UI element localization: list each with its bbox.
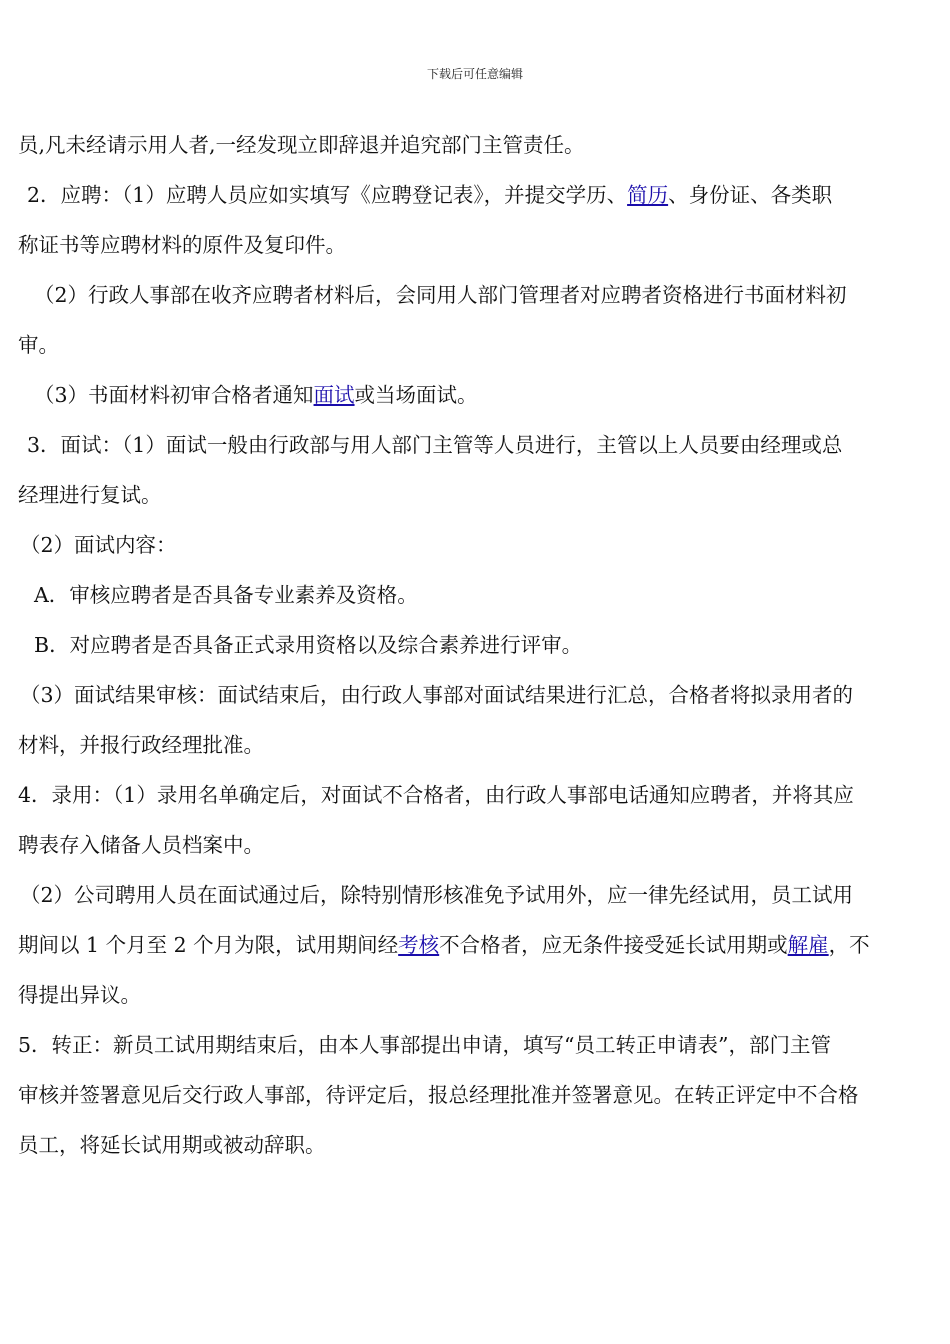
assessment-link[interactable]: 考核: [398, 933, 440, 957]
text-segment: 2．应聘：（1）应聘人员应如实填写《应聘登记表》，并提交学历、: [27, 183, 628, 207]
paragraph-line: 审核并签署意见后交行政人事部，待评定后，报总经理批准并签署意见。在转正评定中不合格: [18, 1083, 859, 1107]
paragraph-line: （2）面试内容：: [20, 533, 177, 557]
paragraph-line: （2）行政人事部在收齐应聘者材料后，会同用人部门管理者对应聘者资格进行书面材料初: [34, 283, 847, 307]
paragraph-line: 员,凡未经请示用人者,一经发现立即辞退并追究部门主管责任。: [18, 133, 585, 157]
paragraph-line: （2）公司聘用人员在面试通过后，除特别情形核准免予试用外，应一律先经试用，员工试用: [20, 883, 854, 907]
text-segment: 不合格者，应无条件接受延长试用期或: [439, 933, 788, 957]
paragraph-line: 经理进行复试。: [18, 483, 162, 507]
paragraph-line: 得提出异议。: [18, 983, 141, 1007]
paragraph-line: [18, 370, 934, 420]
interview-link[interactable]: 面试: [313, 383, 355, 407]
page-header: 下载后可任意编辑: [426, 67, 523, 81]
paragraph-line: [18, 920, 934, 970]
paragraph-line: 3．面试：（1）面试一般由行政部与用人部门主管等人员进行，主管以上人员要由经理或总: [27, 433, 843, 457]
paragraph-line: A．审核应聘者是否具备专业素养及资格。: [34, 583, 418, 607]
text-segment: 、身份证、各类职: [668, 183, 833, 207]
paragraph-line: （3）面试结果审核：面试结束后，由行政人事部对面试结果进行汇总，合格者将拟录用者的: [20, 683, 854, 707]
paragraph-line: 员工，将延长试用期或被动辞职。: [18, 1133, 326, 1157]
dismissal-link[interactable]: 解雇: [787, 933, 829, 957]
document-body: [18, 120, 934, 1170]
paragraph-line: 聘表存入储备人员档案中。: [18, 833, 264, 857]
text-segment: （3）书面材料初审合格者通知: [34, 383, 314, 407]
paragraph-line: [18, 170, 934, 220]
text-segment: 或当场面试。: [354, 383, 478, 407]
text-segment: ，不: [828, 933, 870, 957]
paragraph-line: 5．转正：新员工试用期结束后，由本人事部提出申请，填写“员工转正申请表”，部门主管: [18, 1033, 832, 1057]
paragraph-line: 材料，并报行政经理批准。: [18, 733, 264, 757]
paragraph-line: 称证书等应聘材料的原件及复印件。: [18, 233, 346, 257]
text-segment: 期间以 1 个月至 2 个月为限，试用期间经: [18, 933, 399, 957]
paragraph-line: B．对应聘者是否具备正式录用资格以及综合素养进行评审。: [34, 633, 583, 657]
paragraph-line: 4．录用：（1）录用名单确定后，对面试不合格者，由行政人事部电话通知应聘者，并将其应: [18, 783, 854, 807]
paragraph-line: 审。: [18, 333, 59, 357]
resume-link[interactable]: 简历: [627, 183, 669, 207]
